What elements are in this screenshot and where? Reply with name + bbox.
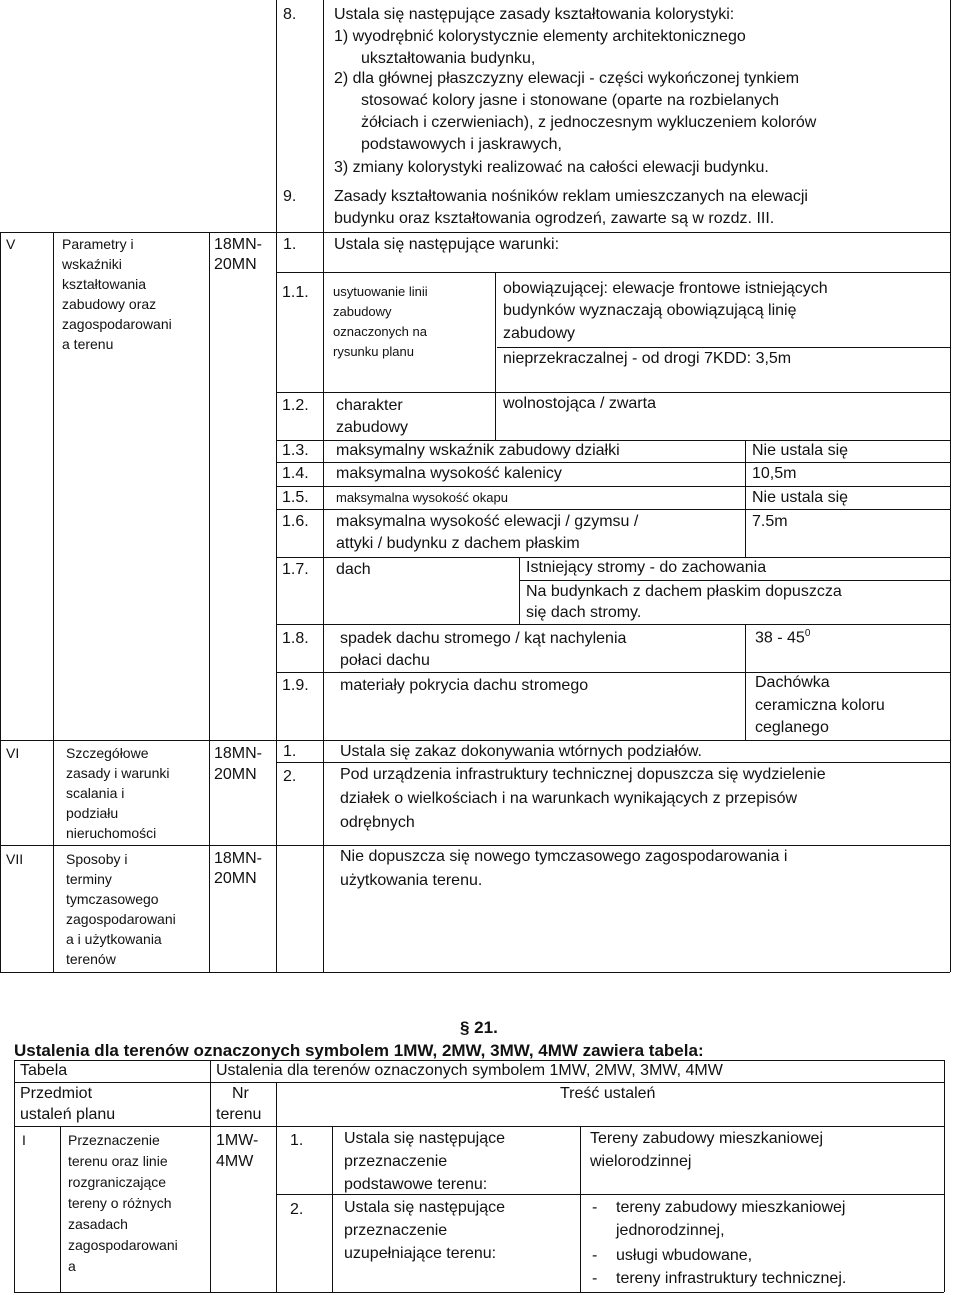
section-i-item-label: przeznaczenie — [344, 1153, 448, 1170]
section-vii-line: Nie dopuszcza się nowego tymczasowego zagospodarowania i — [340, 848, 788, 865]
param-row-label: maksymalna wysokość okapu — [336, 490, 508, 505]
section-vi-subject-line: Szczegółowe — [66, 745, 149, 761]
section-i-subject-line: Przeznaczenie — [68, 1132, 160, 1148]
header-area: Nr — [232, 1085, 249, 1102]
param-row-value: ceglanego — [755, 719, 829, 736]
section-i-item-label: Ustala się następujące — [344, 1199, 505, 1216]
param-row-label: spadek dachu stromego / kąt nachylenia — [340, 630, 627, 647]
degree-superscript: 0 — [804, 628, 811, 639]
section-vi-subject-line: podziału — [66, 805, 119, 821]
section-vii-area: 20MN — [214, 870, 257, 887]
item-8-line: 1) wyodrębnić kolorystycznie elementy architektonicznego — [334, 28, 746, 45]
param-row-number: 1.6. — [282, 513, 309, 530]
param-row-value: 10,5m — [752, 465, 797, 482]
section-v-subject-line: Parametry i — [62, 236, 134, 252]
section-v-area: 20MN — [214, 256, 257, 273]
param-row-value: 7.5m — [752, 513, 788, 530]
table-caption-right: Ustalenia dla terenów oznaczonych symbolem 1MW, 2MW, 3MW, 4MW — [216, 1062, 723, 1079]
section-vii-subject-line: terenów — [66, 951, 116, 967]
item-8-number: 8. — [283, 6, 297, 23]
param-row-value: Nie ustala się — [752, 442, 849, 459]
section-v-number: 1. — [283, 236, 297, 253]
section-i-item-value: tereny infrastruktury technicznej. — [616, 1270, 847, 1287]
section-i-item-label: podstawowe terenu: — [344, 1176, 488, 1193]
param-row-label: maksymalna wysokość elewacji / gzymsu / — [336, 513, 639, 530]
param-row-label: zabudowy — [336, 419, 409, 436]
section-vi-item-line: Ustala się zakaz dokonywania wtórnych podziałów. — [340, 743, 702, 760]
param-row-label: maksymalny wskaźnik zabudowy działki — [336, 442, 620, 459]
param-row-number: 1.5. — [282, 489, 309, 506]
section-i-item-label: uzupełniające terenu: — [344, 1245, 497, 1262]
item-9-line: Zasady kształtowania nośników reklam umieszczanych na elewacji — [334, 188, 808, 205]
param-row-label: charakter — [336, 397, 403, 414]
param-row-label: maksymalna wysokość kalenicy — [336, 465, 562, 482]
param-row-label: rysunku planu — [333, 344, 414, 359]
section-vi-numeral: VI — [6, 745, 20, 761]
section-v-subject-line: wskaźniki — [62, 256, 122, 272]
section-v-numeral: V — [6, 236, 16, 252]
param-row-value: ceramiczna koloru — [755, 697, 885, 714]
section-i-item-value: jednorodzinnej, — [616, 1222, 725, 1239]
section-v-subject-line: zabudowy oraz — [62, 296, 157, 312]
param-row-value: się dach stromy. — [526, 604, 642, 621]
section-i-subject-line: tereny o różnych — [68, 1195, 172, 1211]
section-vii-line: użytkowania terenu. — [340, 872, 483, 889]
section-i-item-label: przeznaczenie — [344, 1222, 448, 1239]
angle-value: 38 - 45 — [755, 629, 805, 647]
item-8-line: 3) zmiany kolorystyki realizować na całości elewacji budynku. — [334, 159, 769, 176]
param-row-number: 1.3. — [282, 442, 309, 459]
section-vi-area: 20MN — [214, 766, 257, 783]
section-v-subject-line: kształtowania — [62, 276, 147, 292]
section-vii-subject-line: terminy — [66, 871, 112, 887]
bullet-dash: - — [592, 1199, 598, 1216]
section-vi-subject-line: zasady i warunki — [66, 765, 170, 781]
item-8-line: 2) dla głównej płaszczyzny elewacji - części wykończonej tynkiem — [334, 70, 800, 87]
param-row-value: nieprzekraczalnej - od drogi 7KDD: 3,5m — [503, 350, 792, 367]
param-row-value: obowiązującej: elewacje frontowe istniejących — [503, 280, 828, 297]
param-row-label: usytuowanie linii — [333, 284, 428, 299]
param-row-number: 1.4. — [282, 465, 309, 482]
section-vi-item-line: Pod urządzenia infrastruktury technicznej dopuszcza się wydzielenie — [340, 766, 826, 783]
section-i-item-number: 2. — [290, 1201, 304, 1218]
section-vi-subject-line: nieruchomości — [66, 825, 157, 841]
item-8-line: podstawowych i jaskrawych, — [361, 136, 562, 153]
item-9-line: budynku oraz kształtowania ogrodzeń, zawarte są w rozdz. III. — [334, 210, 775, 227]
section-vi-item-line: odrębnych — [340, 814, 415, 831]
param-row-label: materiały pokrycia dachu stromego — [340, 677, 589, 694]
section-vii-subject-line: a i użytkowania — [66, 931, 162, 947]
param-row-value — [755, 628, 810, 647]
section-vii-subject-line: zagospodarowani — [66, 911, 176, 927]
section-vi-item-number: 1. — [283, 743, 297, 760]
item-8-line: stosować kolory jasne i stonowane (oparte na rozbielanych — [361, 92, 780, 109]
param-row-value: zabudowy — [503, 325, 576, 342]
paragraph-heading: Ustalenia dla terenów oznaczonych symbolem 1MW, 2MW, 3MW, 4MW zawiera tabela: — [14, 1041, 704, 1060]
param-row-value: wolnostojąca / zwarta — [503, 395, 656, 412]
param-row-value: Dachówka — [755, 674, 830, 691]
section-vii-subject-line: tymczasowego — [66, 891, 159, 907]
section-i-item-value: Tereny zabudowy mieszkaniowej — [590, 1130, 823, 1147]
section-i-area: 4MW — [216, 1153, 254, 1170]
section-i-item-number: 1. — [290, 1132, 304, 1149]
param-row-value: Istniejący stromy - do zachowania — [526, 559, 767, 576]
item-8-line: Ustala się następujące zasady kształtowania kolorystyki: — [334, 6, 735, 23]
section-vii-area: 18MN- — [214, 850, 263, 867]
param-row-number: 1.1. — [282, 284, 309, 301]
param-row-label: attyki / budynku z dachem płaskim — [336, 535, 580, 552]
section-v-subject-line: zagospodarowani — [62, 316, 172, 332]
section-vii-numeral: VII — [6, 851, 24, 867]
section-i-subject-line: zagospodarowani — [68, 1237, 178, 1253]
section-vi-subject-line: scalania i — [66, 785, 125, 801]
param-row-value: Nie ustala się — [752, 489, 849, 506]
item-9-number: 9. — [283, 188, 297, 205]
table-caption-left: Tabela — [20, 1062, 68, 1079]
item-8-line: żółciach i czerwieniach), z jednoczesnym wykluczeniem kolorów — [361, 114, 817, 131]
section-i-area: 1MW- — [216, 1132, 259, 1149]
param-row-label: oznaczonych na — [333, 324, 427, 339]
bullet-dash: - — [592, 1247, 598, 1264]
item-8-line: ukształtowania budynku, — [361, 50, 536, 67]
param-row-number: 1.9. — [282, 677, 309, 694]
section-i-item-value: tereny zabudowy mieszkaniowej — [616, 1199, 846, 1216]
section-i-numeral: I — [22, 1132, 26, 1148]
section-vi-item-number: 2. — [283, 768, 297, 785]
section-i-subject-line: a — [68, 1258, 76, 1274]
paragraph-number: § 21. — [460, 1018, 498, 1037]
section-v-area: 18MN- — [214, 236, 263, 253]
header-area: terenu — [216, 1106, 262, 1123]
param-row-label: dach — [336, 561, 371, 578]
section-i-item-value: wielorodzinnej — [590, 1153, 692, 1170]
header-subject: ustaleń planu — [20, 1106, 116, 1123]
section-i-subject-line: zasadach — [68, 1216, 128, 1232]
bullet-dash: - — [592, 1270, 598, 1287]
section-i-item-label: Ustala się następujące — [344, 1130, 505, 1147]
param-row-value: Na budynkach z dachem płaskim dopuszcza — [526, 583, 842, 600]
section-vii-subject-line: Sposoby i — [66, 851, 128, 867]
section-vi-area: 18MN- — [214, 745, 263, 762]
section-i-item-value: usługi wbudowane, — [616, 1247, 753, 1264]
section-i-subject-line: rozgraniczające — [68, 1174, 167, 1190]
param-row-label: połaci dachu — [340, 652, 430, 669]
param-row-number: 1.2. — [282, 397, 309, 414]
section-v-subject-line: a terenu — [62, 336, 114, 352]
param-row-number: 1.8. — [282, 630, 309, 647]
param-row-value: budynków wyznaczają obowiązującą linię — [503, 302, 797, 319]
section-v-text: Ustala się następujące warunki: — [334, 236, 560, 253]
header-content: Treść ustaleń — [560, 1085, 656, 1102]
param-row-number: 1.7. — [282, 561, 309, 578]
param-row-label: zabudowy — [333, 304, 392, 319]
section-vi-item-line: działek o wielkościach i na warunkach wynikających z przepisów — [340, 790, 798, 807]
header-subject: Przedmiot — [20, 1085, 93, 1102]
section-i-subject-line: terenu oraz linie — [68, 1153, 168, 1169]
